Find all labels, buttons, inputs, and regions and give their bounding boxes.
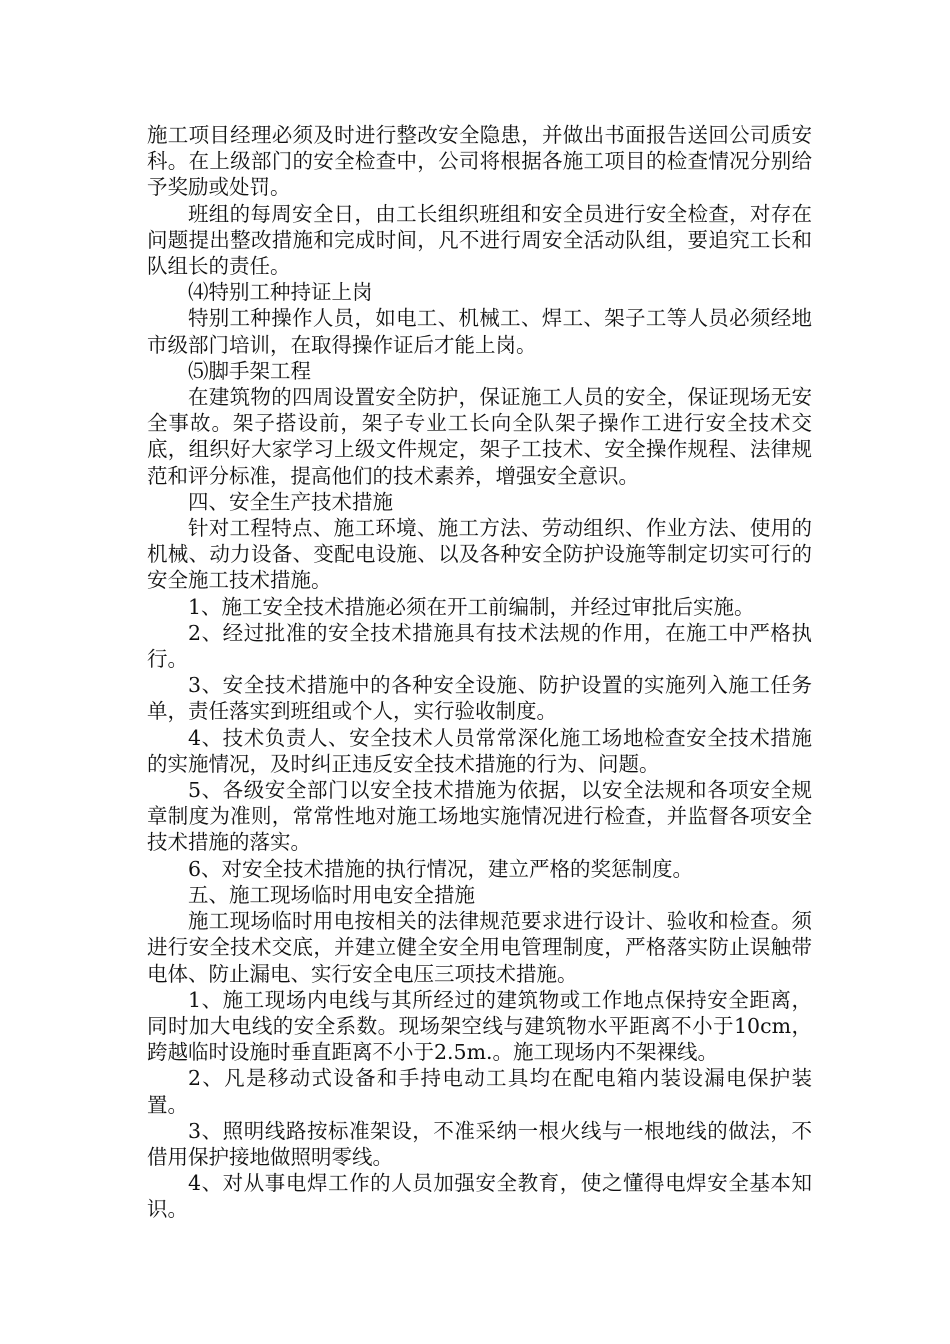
section-heading: 四、安全生产技术措施 bbox=[188, 489, 393, 514]
paragraph: 在建筑物的四周设置安全防护，保证施工人员的安全，保证现场无安全事故。架子搭设前，架子专业工长向全队架子操作工进行安全技术交底，组织好大家学习上级文件规定，架子工技术、安全操作规程、法律规范和评分标准，提高他们的技术素养，增强安全意识。 bbox=[147, 385, 812, 488]
paragraph: 特别工种操作人员，如电工、机械工、焊工、架子工等人员必须经地市级部门培训，在取得操作证后才能上岗。 bbox=[147, 306, 812, 357]
list-item: 6、对安全技术措施的执行情况，建立严格的奖惩制度。 bbox=[188, 856, 694, 881]
section-heading: ⑷特别工种持证上岗 bbox=[188, 280, 373, 305]
list-item: 3、照明线路按标准架设，不准采纳一根火线与一根地线的做法，不借用保护接地做照明零线。 bbox=[147, 1118, 812, 1169]
paragraph: 施工项目经理必须及时进行整改安全隐患，并做出书面报告送回公司质安科。在上级部门的安全检查中，公司将根据各施工项目的检查情况分别给予奖励或处罚。 bbox=[147, 123, 812, 200]
section-heading: ⑸脚手架工程 bbox=[188, 358, 311, 383]
list-item: 2、经过批准的安全技术措施具有技术法规的作用，在施工中严格执行。 bbox=[147, 620, 812, 672]
section-heading: 五、施工现场临时用电安全措施 bbox=[188, 882, 475, 907]
list-item: 3、安全技术措施中的各种安全设施、防护设置的实施列入施工任务单，责任落实到班组或个人，实行验收制度。 bbox=[147, 673, 812, 724]
list-item: 5、各级安全部门以安全技术措施为依据，以安全法规和各项安全规章制度为准则，常常性地对施工场地实施情况进行检查，并监督各项安全技术措施的落实。 bbox=[147, 778, 812, 855]
paragraph: 施工现场临时用电按相关的法律规范要求进行设计、验收和检查。须进行安全技术交底，并建立健全安全用电管理制度，严格落实防止误触带电体、防止漏电、实行安全电压三项技术措施。 bbox=[147, 909, 812, 986]
list-item: 1、施工安全技术措施必须在开工前编制，并经过审批后实施。 bbox=[188, 594, 755, 619]
document-body bbox=[147, 122, 812, 1223]
list-item: 4、技术负责人、安全技术人员常常深化施工场地检查安全技术措施的实施情况，及时纠正违反安全技术措施的行为、问题。 bbox=[147, 725, 812, 776]
list-item: 2、凡是移动式设备和手持电动工具均在配电箱内装设漏电保护装置。 bbox=[147, 1066, 812, 1117]
list-item: 4、对从事电焊工作的人员加强安全教育，使之懂得电焊安全基本知识。 bbox=[147, 1171, 812, 1222]
list-item: 1、施工现场内电线与其所经过的建筑物或工作地点保持安全距离，同时加大电线的安全系数。现场架空线与建筑物水平距离不小于10cm，跨越临时设施时垂直距离不小于2.5m.。施工现场内不架裸线。 bbox=[147, 987, 812, 1065]
paragraph: 班组的每周安全日，由工长组织班组和安全员进行安全检查，对存在问题提出整改措施和完成时间，凡不进行周安全活动队组，要追究工长和队组长的责任。 bbox=[147, 201, 812, 279]
paragraph: 针对工程特点、施工环境、施工方法、劳动组织、作业方法、使用的机械、动力设备、变配电设施、以及各种安全防护设施等制定切实可行的安全施工技术措施。 bbox=[147, 516, 812, 593]
